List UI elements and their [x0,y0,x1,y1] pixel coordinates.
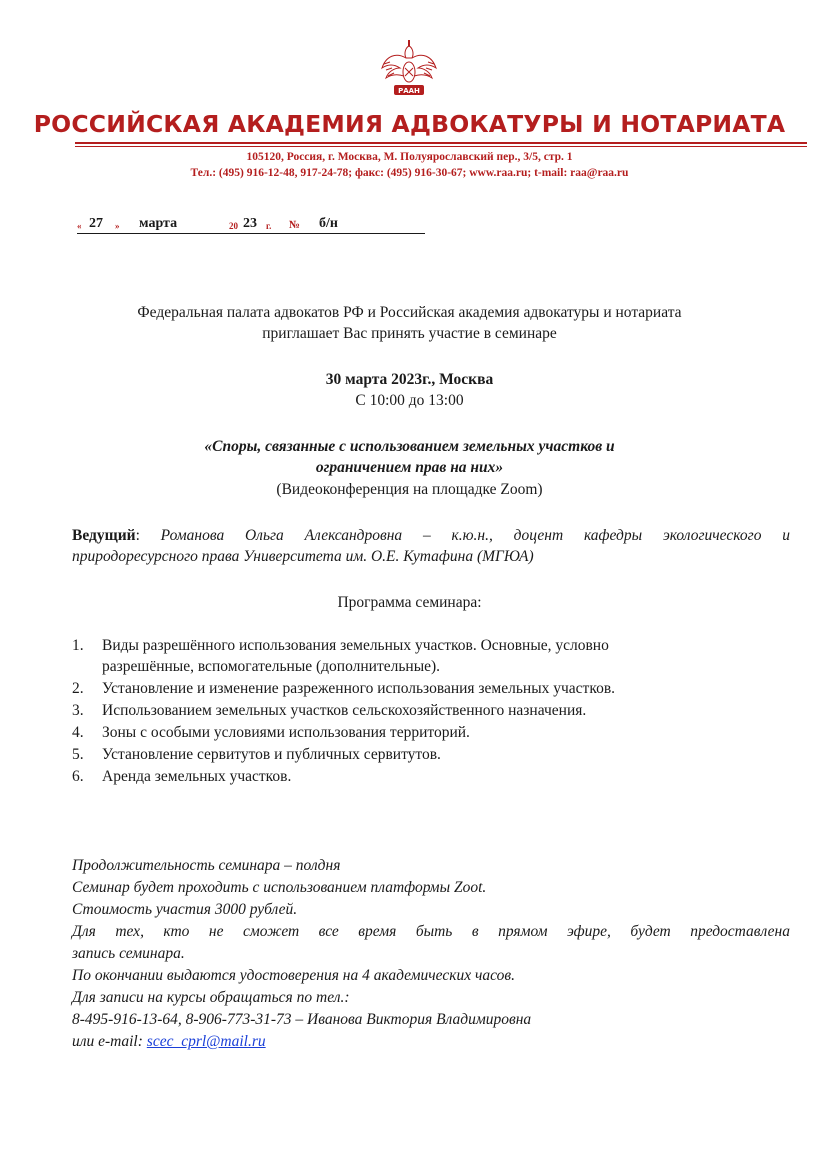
invitation-line-1: Федеральная палата адвокатов РФ и Российская академия адвокатуры и нотариата [137,304,682,321]
program-item-text: Аренда земельных участков. [102,768,292,785]
email-link[interactable]: scec_cprl@mail.ru [146,1033,266,1050]
invitation-line-2: приглашает Вас принять участие в семинаре [262,325,557,342]
recording-note-line-2: запись семинара. [72,945,185,962]
date-open-quote: « [77,221,82,231]
program-item-text: Зоны с особыми условиями использования территорий. [102,724,470,741]
recording-note-line-1: Для тех, кто не сможет все время быть в прямом эфире, будет предоставлена [72,923,790,940]
date-year-abbr: г. [266,221,272,231]
event-title-line-2: ограничением прав на них» [315,459,504,476]
contact-phones: 8-495-916-13-64, 8-906-773-31-73 – Иванова Виктория Владимировна [72,1011,532,1028]
event-date-place: 30 марта 2023г., Москва [325,371,494,388]
date-year-suffix: 23 [243,216,257,231]
date-day: 27 [89,216,103,231]
program-item-number: 4. [72,724,84,741]
date-close-quote: » [115,221,120,231]
event-time: С 10:00 до 13:00 [355,392,464,409]
program-heading: Программа семинара: [337,594,482,611]
program-item-text: Виды разрешённого использования земельных участков. Основные, условно [102,637,609,654]
organization-contacts: Тел.: (495) 916-12-48, 917-24-78; факс: (495) 916-30-67; www.raa.ru; t-mail: raa@raa.ru [190,167,629,179]
raan-emblem-icon [378,38,440,102]
host-line-1 [72,527,790,545]
logo-text: РААН [398,87,420,95]
event-title-line-1: «Споры, связанные с использованием земельных участков и [204,438,615,455]
dateline-underline [77,233,425,234]
signup-note: Для записи на курсы обращаться по тел.: [72,989,350,1006]
program-item-number: 5. [72,746,84,763]
program-item-number: 3. [72,702,84,719]
program-item-number: 2. [72,680,84,697]
host-line-2: природоресурсного права Университета им. О.Е. Кутафина (МГЮА) [72,548,534,565]
email-prefix: или e-mail: [72,1033,147,1050]
letterhead-rule-thin [75,146,807,147]
certificates-note: По окончании выдаются удостоверения на 4 академических часов. [72,967,515,984]
document-number: б/н [319,216,338,231]
letterhead-rule [75,142,807,144]
number-sign: № [289,219,301,231]
date-month: марта [139,216,178,231]
contact-email-line [72,1033,266,1051]
program-item-text: Использованием земельных участков сельскохозяйственного назначения. [102,702,587,719]
program-item-text: Установление и изменение разреженного использования земельных участков. [102,680,616,697]
host-details: Романова Ольга Александровна – к.ю.н., доцент кафедры экологического и [160,527,790,544]
program-item-text: разрешённые, вспомогательные (дополнительные). [102,658,441,675]
date-year-prefix: 20 [229,221,238,231]
program-item-text: Установление сервитутов и публичных сервитутов. [102,746,441,763]
host-label: Ведущий [72,527,136,544]
seminar-cost: Стоимость участия 3000 рублей. [72,901,298,918]
seminar-duration: Продолжительность семинара – полдня [72,857,341,874]
host-colon: : [135,527,140,544]
organization-address: 105120, Россия, г. Москва, М. Полуярославский пер., 3/5, стр. 1 [246,151,573,163]
organization-name: РОССИЙСКАЯ АКАДЕМИЯ АДВОКАТУРЫ И НОТАРИАТА [33,110,786,138]
program-item-number: 1. [72,637,84,654]
program-item-number: 6. [72,768,84,785]
seminar-platform: Семинар будет проходить с использованием платформы Zoot. [72,879,487,896]
event-format: (Видеоконференция на площадке Zoom) [276,481,543,498]
